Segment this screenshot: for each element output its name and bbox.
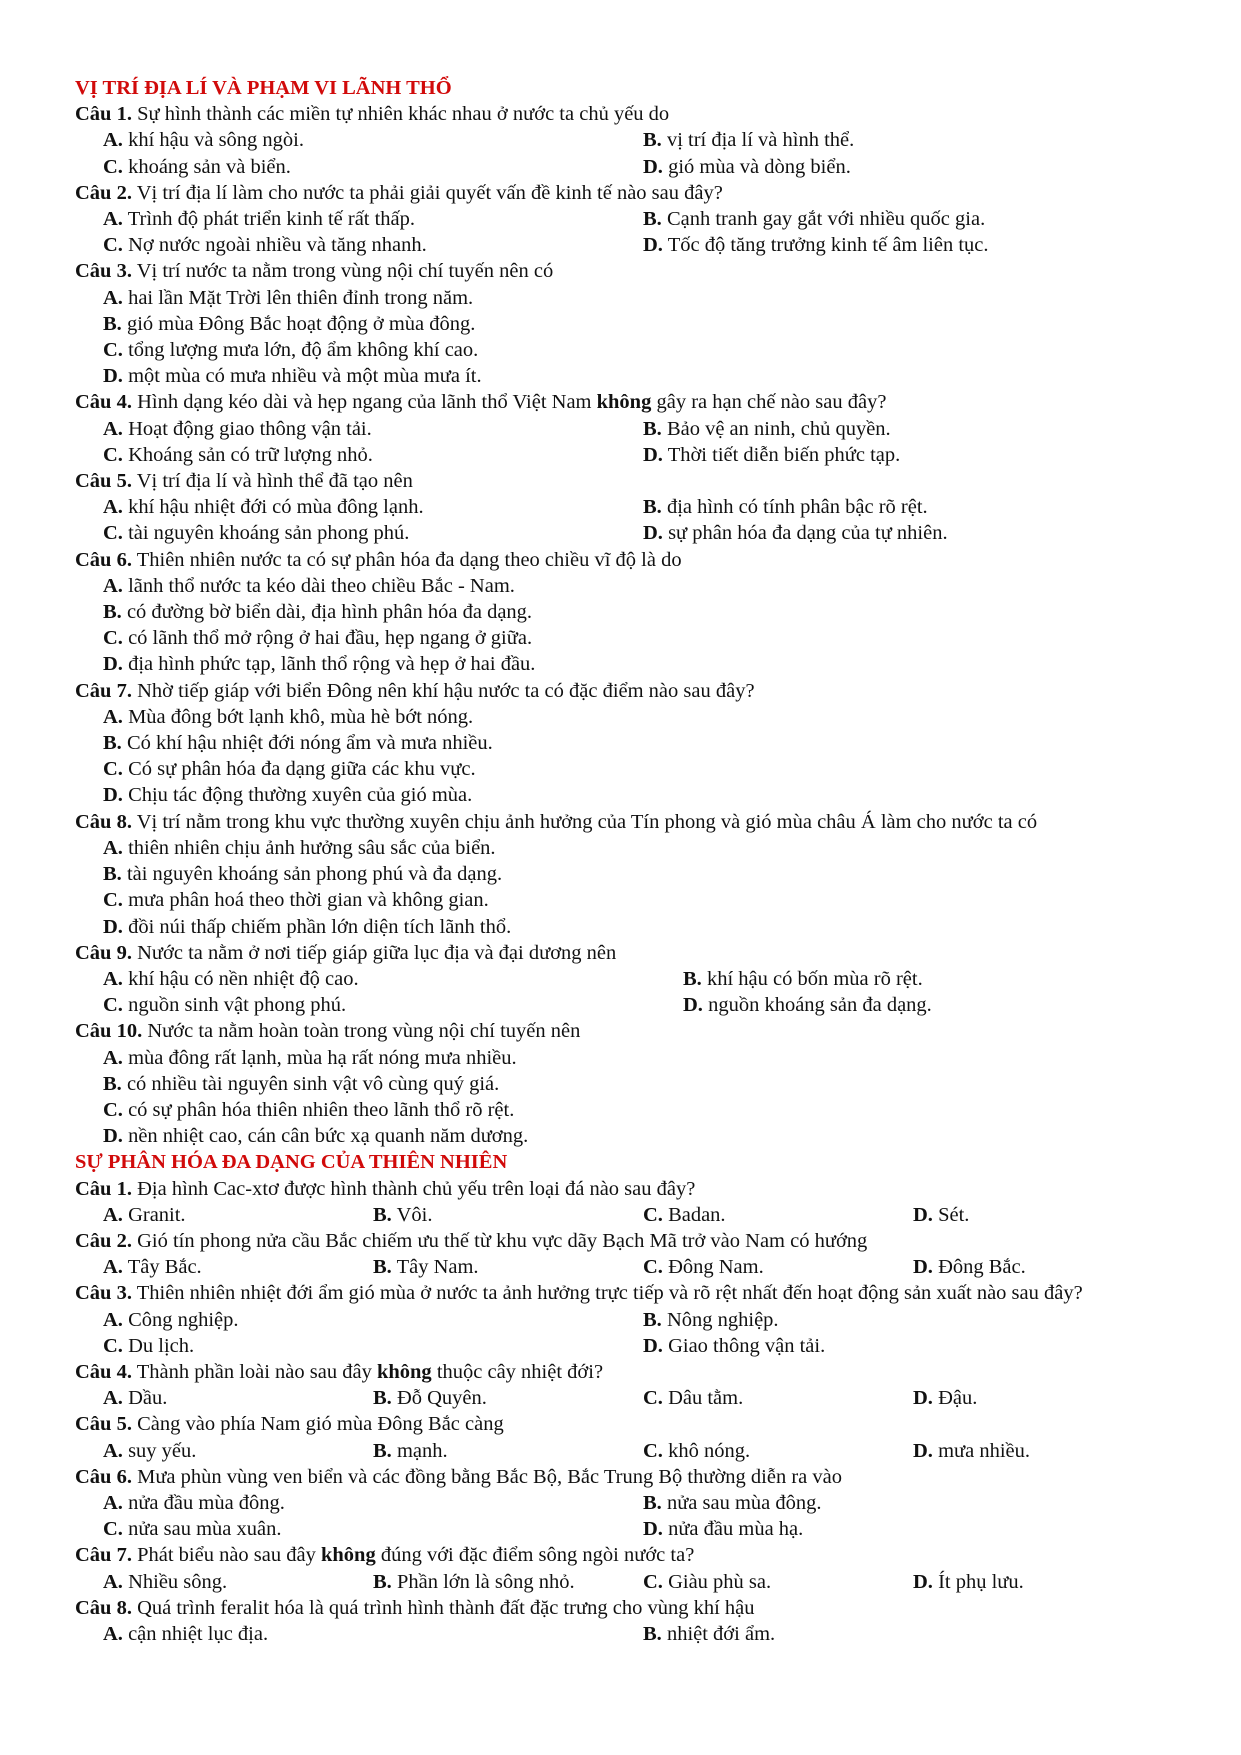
answer-option (103, 1097, 1190, 1123)
option-text: nguồn khoáng sản đa dạng. (702, 994, 932, 1017)
answer-option (913, 1438, 1183, 1464)
question (75, 809, 1190, 835)
answer-option (103, 704, 1190, 730)
option-letter: A. (103, 496, 123, 519)
option-letter: A. (103, 1256, 123, 1279)
option-text: Đông Nam. (662, 1256, 764, 1279)
answer-option (103, 127, 643, 153)
option-text: tài nguyên khoáng sản phong phú. (122, 522, 410, 545)
question (75, 1018, 1190, 1044)
answer-option (103, 573, 1190, 599)
option-letter: A. (103, 1439, 123, 1462)
question-text-end: thuộc cây nhiệt đới? (431, 1360, 604, 1383)
option-letter: D. (643, 1518, 663, 1541)
question (75, 1542, 1190, 1568)
question-text-end: gây ra hạn chế nào sau đây? (651, 391, 887, 414)
option-letter: C. (103, 155, 123, 178)
answer-option (913, 1202, 1183, 1228)
answer-option (103, 1071, 1190, 1097)
option-letter: A. (103, 1570, 123, 1593)
options (75, 1307, 1190, 1359)
answer-option (103, 520, 643, 546)
answer-option (103, 835, 1190, 861)
option-letter: D. (103, 365, 123, 388)
question-text: Thành phần loài nào sau đây (131, 1360, 377, 1383)
option-letter: D. (643, 234, 663, 257)
options (75, 206, 1190, 258)
option-text: khí hậu và sông ngòi. (122, 129, 305, 152)
answer-option (103, 285, 1190, 311)
option-letter: B. (643, 496, 662, 519)
option-letter: B. (643, 208, 662, 231)
option-text: nửa đầu mùa hạ. (662, 1518, 804, 1541)
option-text: Nhiều sông. (122, 1570, 228, 1593)
question-number: Câu 2. (75, 181, 132, 204)
option-text: Công nghiệp. (122, 1308, 239, 1331)
answer-option (103, 311, 1190, 337)
answer-option (103, 1202, 373, 1228)
option-letter: D. (103, 784, 123, 807)
option-letter: C. (643, 1203, 663, 1226)
answer-option (643, 1307, 1183, 1333)
option-text: Vôi. (391, 1203, 433, 1226)
option-letter: A. (103, 1491, 123, 1514)
option-text: Giàu phù sa. (662, 1570, 772, 1593)
option-text: Thời tiết diễn biến phức tạp. (662, 443, 901, 466)
option-text: đồi núi thấp chiếm phần lớn diện tích lãnh thổ. (122, 915, 512, 938)
option-letter: D. (643, 443, 663, 466)
question (75, 1595, 1190, 1621)
options (75, 494, 1190, 546)
option-letter: B. (373, 1203, 392, 1226)
option-text: mùa đông rất lạnh, mùa hạ rất nóng mưa nhiều. (122, 1046, 517, 1069)
question-number: Câu 3. (75, 1282, 132, 1305)
option-letter: D. (683, 994, 703, 1017)
option-text: Nông nghiệp. (661, 1308, 779, 1331)
answer-option (103, 442, 643, 468)
option-letter: B. (103, 863, 122, 886)
answer-option (103, 966, 683, 992)
answer-option (103, 1333, 643, 1359)
option-letter: C. (103, 889, 123, 912)
option-letter: C. (103, 994, 123, 1017)
answer-option (683, 966, 923, 992)
option-text: Granit. (122, 1203, 186, 1226)
option-letter: B. (103, 732, 122, 755)
option-letter: B. (103, 312, 122, 335)
option-letter: A. (103, 1387, 123, 1410)
option-text: cận nhiệt lục địa. (122, 1622, 269, 1645)
answer-option (103, 861, 1190, 887)
question-text: Phát biểu nào sau đây (131, 1544, 321, 1567)
answer-option (643, 1385, 913, 1411)
option-text: sự phân hóa đa dạng của tự nhiên. (662, 522, 948, 545)
option-text: Nợ nước ngoài nhiều và tăng nhanh. (122, 234, 427, 257)
option-text: Bảo vệ an ninh, chủ quyền. (661, 417, 891, 440)
question (75, 1411, 1190, 1437)
option-text: Hoạt động giao thông vận tải. (122, 417, 372, 440)
answer-option (103, 887, 1190, 913)
answer-option (103, 1045, 1190, 1071)
option-letter: C. (643, 1387, 663, 1410)
question-text: Vị trí nước ta nằm trong vùng nội chí tuyến nên có (131, 260, 554, 283)
question-emphasis: không (376, 1360, 432, 1383)
answer-option (103, 494, 643, 520)
option-letter: A. (103, 1046, 123, 1069)
options (75, 416, 1190, 468)
option-text: gió mùa và dòng biển. (662, 155, 851, 178)
option-letter: D. (913, 1256, 933, 1279)
answer-option (103, 1307, 643, 1333)
question-number: Câu 6. (75, 1465, 132, 1488)
answer-option (373, 1438, 643, 1464)
option-letter: D. (103, 1125, 123, 1148)
option-letter: A. (103, 967, 123, 990)
question-number: Câu 4. (75, 1360, 132, 1383)
option-letter: B. (643, 1308, 662, 1331)
option-text: mưa nhiều. (932, 1439, 1031, 1462)
answer-option (103, 1438, 373, 1464)
option-text: có nhiều tài nguyên sinh vật vô cùng quý giá. (121, 1072, 500, 1095)
options (75, 573, 1190, 678)
option-text: khí hậu có nền nhiệt độ cao. (122, 967, 359, 990)
question (75, 101, 1190, 127)
option-letter: B. (643, 1622, 662, 1645)
question-text: Vị trí địa lí và hình thể đã tạo nên (131, 470, 413, 493)
question-text: Nhờ tiếp giáp với biển Đông nên khí hậu nước ta có đặc điểm nào sau đây? (131, 679, 755, 702)
answer-option (103, 782, 1190, 808)
question-number: Câu 5. (75, 1413, 132, 1436)
question-text: Nước ta nằm ở nơi tiếp giáp giữa lục địa và đại dương nên (131, 941, 617, 964)
question-text: Quá trình feralit hóa là quá trình hình thành đất đặc trưng cho vùng khí hậu (131, 1596, 755, 1619)
option-text: mưa phân hoá theo thời gian và không gian. (122, 889, 489, 912)
answer-option (103, 599, 1190, 625)
answer-option (643, 232, 1183, 258)
question (75, 547, 1190, 573)
option-text: vị trí địa lí và hình thể. (661, 129, 855, 152)
question-text: Thiên nhiên nước ta có sự phân hóa đa dạng theo chiều vĩ độ là do (131, 548, 682, 571)
option-text: lãnh thổ nước ta kéo dài theo chiều Bắc - Nam. (122, 574, 515, 597)
answer-option (643, 1569, 913, 1595)
option-letter: C. (103, 1518, 123, 1541)
option-text: địa hình có tính phân bậc rõ rệt. (661, 496, 928, 519)
option-text: có đường bờ biển dài, địa hình phân hóa đa dạng. (121, 601, 533, 624)
option-letter: C. (103, 1098, 123, 1121)
question-number: Câu 8. (75, 1596, 132, 1619)
option-letter: D. (643, 1334, 663, 1357)
options (75, 1621, 1190, 1647)
option-letter: C. (103, 339, 123, 362)
answer-option (103, 416, 643, 442)
option-letter: B. (373, 1387, 392, 1410)
option-text: tổng lượng mưa lớn, độ ẩm không khí cao. (122, 339, 479, 362)
option-letter: B. (643, 129, 662, 152)
question (75, 1464, 1190, 1490)
question-text-end: đúng với đặc điểm sông ngòi nước ta? (375, 1544, 695, 1567)
question (75, 1228, 1190, 1254)
answer-option (103, 1385, 373, 1411)
option-text: Có sự phân hóa đa dạng giữa các khu vực. (122, 758, 476, 781)
answer-option (103, 363, 1190, 389)
question-text: Vị trí nằm trong khu vực thường xuyên chịu ảnh hưởng của Tín phong và gió mùa châu Á làm cho nước ta có (131, 810, 1038, 833)
option-text: khí hậu có bốn mùa rõ rệt. (701, 967, 923, 990)
question (75, 1280, 1190, 1306)
option-text: Sét. (932, 1203, 970, 1226)
option-letter: C. (103, 627, 123, 650)
question-number: Câu 1. (75, 1177, 132, 1200)
question-number: Câu 10. (75, 1020, 143, 1043)
answer-option (643, 1490, 1183, 1516)
question (75, 678, 1190, 704)
question (75, 389, 1190, 415)
option-text: nhiệt đới ẩm. (661, 1622, 776, 1645)
option-text: khí hậu nhiệt đới có mùa đông lạnh. (122, 496, 424, 519)
option-letter: C. (103, 758, 123, 781)
option-letter: B. (373, 1570, 392, 1593)
question-text: Mưa phùn vùng ven biển và các đồng bằng Bắc Bộ, Bắc Trung Bộ thường diễn ra vào (131, 1465, 842, 1488)
option-text: một mùa có mưa nhiều và một mùa mưa ít. (122, 365, 482, 388)
option-letter: D. (103, 915, 123, 938)
question-text: Địa hình Cac-xtơ được hình thành chủ yếu trên loại đá nào sau đây? (131, 1177, 696, 1200)
option-letter: A. (103, 208, 123, 231)
option-text: nửa đầu mùa đông. (122, 1491, 285, 1514)
option-letter: D. (103, 653, 123, 676)
option-text: Tây Bắc. (122, 1256, 202, 1279)
option-letter: C. (643, 1256, 663, 1279)
question-number: Câu 2. (75, 1229, 132, 1252)
question-emphasis: không (320, 1544, 376, 1567)
option-letter: D. (913, 1570, 933, 1593)
document-page (75, 75, 1190, 1647)
options (75, 835, 1190, 940)
option-text: Tốc độ tăng trưởng kinh tế âm liên tục. (662, 234, 989, 257)
question-text: Thiên nhiên nhiệt đới ẩm gió mùa ở nước ta ảnh hưởng trực tiếp và rõ rệt nhất đến hoạt động sản xuất nào sau đây? (131, 1282, 1083, 1305)
option-letter: A. (103, 1622, 123, 1645)
question-number: Câu 3. (75, 260, 132, 283)
question-number: Câu 7. (75, 1544, 132, 1567)
option-text: có sự phân hóa thiên nhiên theo lãnh thổ rõ rệt. (122, 1098, 515, 1121)
answer-option (103, 232, 643, 258)
answer-option (913, 1254, 1183, 1280)
answer-option (103, 756, 1190, 782)
answer-option (643, 206, 1183, 232)
option-text: nguồn sinh vật phong phú. (122, 994, 347, 1017)
options (75, 1438, 1190, 1464)
answer-option (643, 127, 1183, 153)
answer-option (103, 154, 643, 180)
answer-option (643, 1621, 1183, 1647)
question (75, 940, 1190, 966)
question-text: Vị trí địa lí làm cho nước ta phải giải quyết vấn đề kinh tế nào sau đây? (131, 181, 723, 204)
option-text: Badan. (662, 1203, 726, 1226)
option-letter: B. (683, 967, 702, 990)
option-text: Du lịch. (122, 1334, 195, 1357)
option-letter: B. (103, 1072, 122, 1095)
answer-option (103, 992, 683, 1018)
option-letter: B. (373, 1439, 392, 1462)
question-number: Câu 8. (75, 810, 132, 833)
option-letter: D. (643, 155, 663, 178)
answer-option (643, 1438, 913, 1464)
answer-option (643, 154, 1183, 180)
option-text: khô nóng. (662, 1439, 751, 1462)
option-text: Mùa đông bớt lạnh khô, mùa hè bớt nóng. (122, 705, 474, 728)
option-text: gió mùa Đông Bắc hoạt động ở mùa đông. (121, 312, 476, 335)
option-text: thiên nhiên chịu ảnh hưởng sâu sắc của biển. (122, 836, 496, 859)
option-text: Phần lớn là sông nhỏ. (391, 1570, 575, 1593)
option-letter: B. (373, 1256, 392, 1279)
question-number: Câu 6. (75, 548, 132, 571)
option-text: nửa sau mùa đông. (661, 1491, 822, 1514)
option-letter: A. (103, 705, 123, 728)
option-text: suy yếu. (122, 1439, 197, 1462)
option-text: Có khí hậu nhiệt đới nóng ẩm và mưa nhiều. (121, 732, 493, 755)
option-text: khoáng sản và biển. (122, 155, 291, 178)
section (75, 1149, 1190, 1647)
option-letter: C. (103, 1334, 123, 1357)
question (75, 180, 1190, 206)
option-letter: C. (103, 522, 123, 545)
answer-option (103, 1569, 373, 1595)
option-letter: C. (103, 234, 123, 257)
answer-option (103, 337, 1190, 363)
answer-option (643, 1202, 913, 1228)
option-text: Chịu tác động thường xuyên của gió mùa. (122, 784, 473, 807)
question-text: Càng vào phía Nam gió mùa Đông Bắc càng (131, 1413, 504, 1436)
answer-option (103, 1254, 373, 1280)
answer-option (643, 1516, 1183, 1542)
options (75, 704, 1190, 809)
answer-option (643, 442, 1183, 468)
option-letter: D. (643, 522, 663, 545)
option-text: Đỗ Quyên. (391, 1387, 487, 1410)
answer-option (913, 1569, 1183, 1595)
option-text: nền nhiệt cao, cán cân bức xạ quanh năm dương. (122, 1125, 529, 1148)
option-text: có lãnh thổ mở rộng ở hai đầu, hẹp ngang ở giữa. (122, 627, 533, 650)
option-letter: D. (913, 1387, 933, 1410)
option-letter: C. (643, 1570, 663, 1593)
option-letter: A. (103, 286, 123, 309)
option-text: Dầu. (122, 1387, 168, 1410)
question-number: Câu 4. (75, 391, 132, 414)
question (75, 468, 1190, 494)
options (75, 1045, 1190, 1150)
option-text: tài nguyên khoáng sản phong phú và đa dạng. (121, 863, 503, 886)
option-letter: C. (103, 443, 123, 466)
option-letter: B. (103, 601, 122, 624)
question (75, 1176, 1190, 1202)
options (75, 1490, 1190, 1542)
answer-option (103, 1123, 1190, 1149)
question-number: Câu 9. (75, 941, 132, 964)
answer-option (103, 1621, 643, 1647)
option-letter: A. (103, 129, 123, 152)
question-text: Gió tín phong nửa cầu Bắc chiếm ưu thế từ khu vực dãy Bạch Mã trở vào Nam có hướng (131, 1229, 868, 1252)
answer-option (103, 914, 1190, 940)
option-text: Khoáng sản có trữ lượng nhỏ. (122, 443, 373, 466)
option-letter: B. (643, 417, 662, 440)
option-letter: C. (643, 1439, 663, 1462)
question-emphasis: không (596, 391, 652, 414)
option-text: nửa sau mùa xuân. (122, 1518, 282, 1541)
options (75, 1385, 1190, 1411)
option-letter: A. (103, 836, 123, 859)
answer-option (103, 1516, 643, 1542)
option-text: hai lần Mặt Trời lên thiên đỉnh trong năm. (122, 286, 474, 309)
option-text: Đông Bắc. (932, 1256, 1026, 1279)
question (75, 258, 1190, 284)
question-text: Hình dạng kéo dài và hẹp ngang của lãnh thổ Việt Nam (131, 391, 597, 414)
option-text: Ít phụ lưu. (932, 1570, 1024, 1593)
option-letter: A. (103, 574, 123, 597)
answer-option (683, 992, 932, 1018)
section (75, 75, 1190, 1149)
answer-option (643, 494, 1183, 520)
question-number: Câu 7. (75, 679, 132, 702)
option-text: Đậu. (932, 1387, 978, 1410)
answer-option (103, 730, 1190, 756)
option-text: mạnh. (391, 1439, 448, 1462)
option-text: địa hình phức tạp, lãnh thổ rộng và hẹp ở hai đầu. (122, 653, 536, 676)
section-title: VỊ TRÍ ĐỊA LÍ VÀ PHẠM VI LÃNH THỔ (75, 77, 452, 99)
answer-option (913, 1385, 1183, 1411)
option-text: Dâu tằm. (662, 1387, 744, 1410)
answer-option (103, 206, 643, 232)
options (75, 127, 1190, 179)
answer-option (643, 416, 1183, 442)
answer-option (373, 1569, 643, 1595)
answer-option (643, 1254, 913, 1280)
options (75, 285, 1190, 390)
answer-option (643, 520, 1183, 546)
option-text: Cạnh tranh gay gắt với nhiều quốc gia. (661, 208, 986, 231)
option-letter: D. (913, 1439, 933, 1462)
option-letter: A. (103, 1203, 123, 1226)
option-letter: A. (103, 417, 123, 440)
answer-option (103, 625, 1190, 651)
option-text: Giao thông vận tải. (662, 1334, 826, 1357)
option-letter: A. (103, 1308, 123, 1331)
answer-option (103, 1490, 643, 1516)
question-number: Câu 5. (75, 470, 132, 493)
question-text: Sự hình thành các miền tự nhiên khác nhau ở nước ta chủ yếu do (131, 103, 670, 126)
question-text: Nước ta nằm hoàn toàn trong vùng nội chí tuyến nên (142, 1020, 581, 1043)
question-number: Câu 1. (75, 103, 132, 126)
question (75, 1359, 1190, 1385)
options (75, 1254, 1190, 1280)
answer-option (373, 1254, 643, 1280)
option-letter: D. (913, 1203, 933, 1226)
section-title: SỰ PHÂN HÓA ĐA DẠNG CỦA THIÊN NHIÊN (75, 1151, 508, 1174)
options (75, 1202, 1190, 1228)
options (75, 966, 1190, 1018)
answer-option (103, 651, 1190, 677)
option-text: Trình độ phát triển kinh tế rất thấp. (122, 208, 416, 231)
options (75, 1569, 1190, 1595)
option-text: Tây Nam. (391, 1256, 479, 1279)
answer-option (373, 1202, 643, 1228)
answer-option (643, 1333, 1183, 1359)
answer-option (373, 1385, 643, 1411)
option-letter: B. (643, 1491, 662, 1514)
